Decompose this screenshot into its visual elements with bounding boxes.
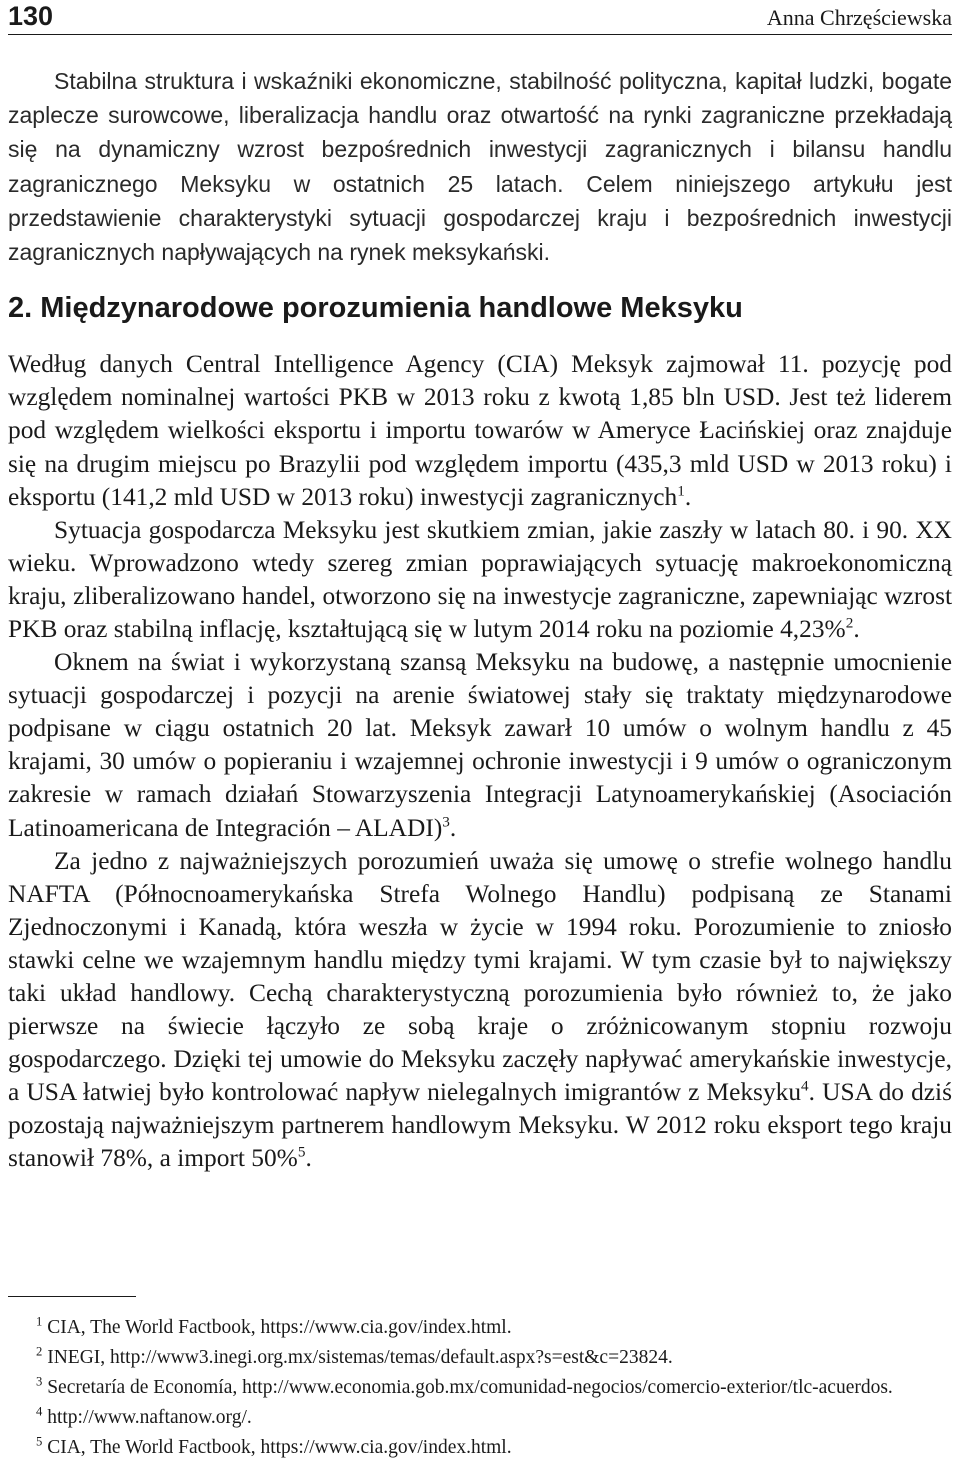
footnote-item (8, 1313, 952, 1343)
footnote-text[interactable]: CIA, The World Factbook, https://www.cia.gov/index.html. (47, 1437, 512, 1458)
footnote-ref[interactable]: 3 (442, 813, 450, 831)
paragraph-end: . (305, 1144, 312, 1173)
paragraph-text: Za jedno z najważniejszych porozumień uważa się umowę o strefie wolnego handlu NAFTA (Północnoamerykańska Strefa Wolnego Handlu) podpisaną ze Stanami Zjednoczonymi i Kanadą, która weszła w życie w 1994 roku. Porozumienie to zniosło stawki celne we wzajemnym handlu między tymi krajami. W tym czasie był to największy taki układ handlowy. Cechą charakterystyczną porozumienia było również to, że jako pierwsze na świecie łączyło ze sobą kraje o zróżnicowanym stopniu rozwoju gospodarczego. Dzięki tej umowie do Meksyku zaczęły napływać amerykańskie inwestycje, a USA łatwiej było kontrolować napływ nielegalnych imigrantów z Meksyku (8, 846, 952, 1107)
section-paragraph-3 (8, 646, 952, 845)
footnote-ref[interactable]: 2 (845, 614, 854, 632)
footnote-item (8, 1343, 952, 1373)
footnote-ref[interactable]: 1 (677, 482, 685, 500)
footnote-item (8, 1433, 952, 1463)
footnote-text[interactable]: Secretaría de Economía, http://www.economia.gob.mx/comunidad-negocios/comercio-exterior/tlc-acuerdos. (47, 1377, 893, 1398)
paragraph-end: . (684, 482, 692, 511)
footnote-separator (8, 1296, 136, 1297)
page-header (8, 0, 952, 35)
footnote-number: 1 (36, 1314, 43, 1329)
footnote-number: 3 (36, 1374, 43, 1389)
section-heading: 2. Międzynarodowe porozumienia handlowe Meksyku (8, 292, 743, 325)
footnote-item (8, 1373, 952, 1403)
footnotes (8, 1313, 952, 1463)
paragraph-end: . (853, 614, 860, 643)
intro-paragraph: Stabilna struktura i wskaźniki ekonomiczne, stabilność polityczna, kapitał ludzki, bogate zaplecze surowcowe, liberalizacja handlu oraz otwartość na rynki zagraniczne przekładają się na dynamiczny wzrost bezpośrednich inwestycji zagranicznych i bilansu handlu zagranicznego Meksyku w ostatnich 25 latach. Celem niniejszego artykułu jest przedstawienie charakterystyki sytuacji gospodarczej kraju i bezpośrednich inwestycji zagranicznych napływających na rynek meksykański. (8, 68, 952, 266)
footnote-text[interactable]: CIA, The World Factbook, https://www.cia.gov/index.html. (47, 1317, 512, 1338)
paragraph-end: . (449, 813, 457, 842)
page-number: 130 (8, 1, 54, 31)
footnote-number: 5 (36, 1434, 43, 1449)
footnote-ref[interactable]: 5 (297, 1144, 306, 1161)
footnote-ref[interactable]: 4 (801, 1077, 809, 1095)
page-body (8, 64, 952, 1176)
footnote-item (8, 1403, 952, 1433)
paragraph-text: Sytuacja gospodarcza Meksyku jest skutkiem zmian, jakie zaszły w latach 80. i 90. XX wieku. Wprowadzono wtedy szereg zmian poprawiających sytuację makroekonomiczną kraju, zliberalizowano handel, otworzono się na inwestycje zagraniczne, zapewniając wzrost PKB oraz stabilną inflację, kształtującą się w lutym 2014 roku na poziomie 4,23% (8, 515, 952, 643)
paragraph-text: Oknem na świat i wykorzystaną szansą Meksyku na budowę, a następnie umocnienie sytuacji gospodarczej i pozycji na arenie światowej stały się traktaty międzynarodowe podpisane w ciągu ostatnich 20 lat. Meksyk zawarł 10 umów o wolnym handlu z 45 krajami, 30 umów o popieraniu i wzajemnej ochronie inwestycji i 9 umów o ograniczonym zakresie w ramach działań Stowarzyszenia Integracji Latynoamerykańskiej (Asociación Latinoamericana de Integración – ALADI) (8, 648, 952, 842)
section-paragraph-4 (8, 845, 952, 1176)
section-paragraph-2 (8, 514, 952, 646)
footnote-text[interactable]: http://www.naftanow.org/. (47, 1407, 252, 1428)
section-paragraph-1 (8, 348, 952, 513)
running-head-author: Anna Chrzęściewska (766, 5, 952, 30)
footnote-text[interactable]: INEGI, http://www3.inegi.org.mx/sistemas/temas/default.aspx?s=est&c=23824. (47, 1347, 673, 1368)
paragraph-text: Według danych Central Intelligence Agency (CIA) Meksyk zajmował 11. pozycję pod względem nominalnej wartości PKB w 2013 roku z kwotą 1,85 bln USD. Jest też liderem pod względem wielkości eksportu i importu towarów w Ameryce Łacińskiej oraz znajduje się na drugim miejscu po Brazylii pod względem importu (435,3 mld USD w 2013 roku) i eksportu (141,2 mld USD w 2013 roku) inwestycji zagranicznych (8, 350, 952, 511)
footnote-number: 2 (36, 1344, 43, 1359)
footnote-number: 4 (36, 1404, 43, 1419)
paragraph-text: . USA do dziś pozostają najważniejszym partnerem handlowym Meksyku. W 2012 roku eksport tego kraju stanowił 78%, a import 50% (8, 1078, 952, 1173)
